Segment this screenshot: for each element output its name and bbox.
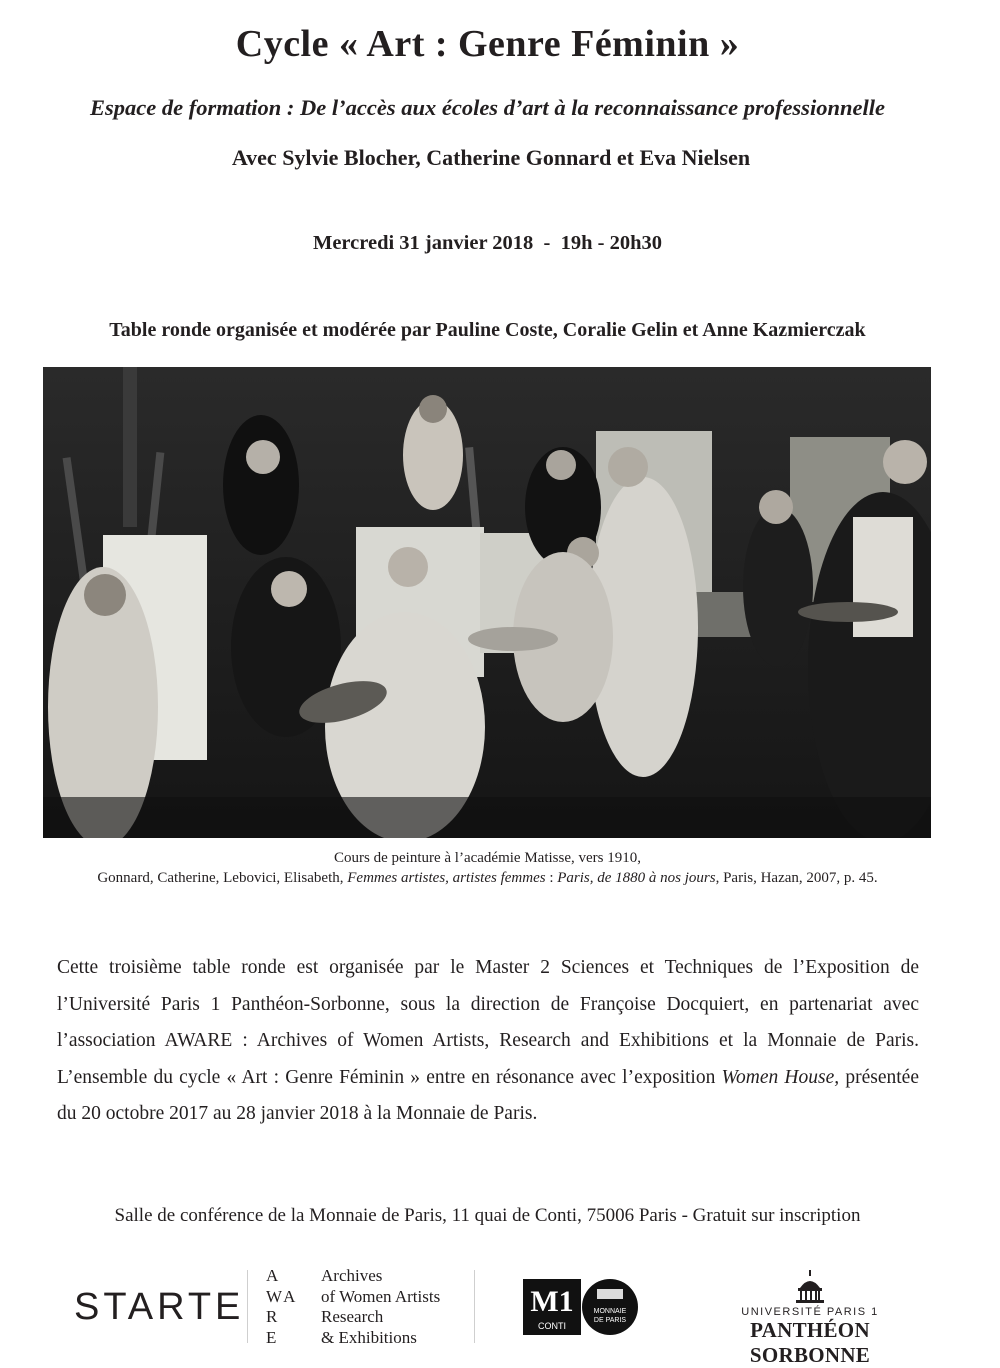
m1-mark-icon: M1 bbox=[530, 1285, 574, 1318]
event-date: Mercredi 31 janvier 2018 - 19h - 20h30 bbox=[312, 232, 663, 254]
aware-letter: A bbox=[266, 1266, 282, 1285]
historical-photo bbox=[43, 367, 931, 838]
pantheon-line-1: UNIVERSITÉ PARIS 1 bbox=[741, 1306, 879, 1318]
aware-line: & Exhibitions bbox=[321, 1327, 417, 1347]
caption-authors: Gonnard, Catherine, Lebovici, Elisabeth, bbox=[97, 870, 348, 886]
aware-logo-letters bbox=[266, 1266, 310, 1348]
caption-separator: : bbox=[545, 870, 558, 886]
aware-letter: E bbox=[266, 1327, 280, 1347]
aware-line: Archives bbox=[321, 1266, 383, 1285]
logo-divider bbox=[474, 1270, 475, 1343]
monnaie-line-1: MONNAIE bbox=[593, 1308, 627, 1315]
aware-line: Research bbox=[321, 1307, 384, 1326]
caption-book-title: Femmes artistes, artistes femmes bbox=[347, 870, 546, 886]
photo-caption bbox=[0, 848, 975, 888]
photo-illustration bbox=[43, 367, 931, 838]
pantheon-sorbonne-logo bbox=[690, 1270, 930, 1367]
monnaie-line-2: DE PARIS bbox=[593, 1317, 627, 1324]
partner-logos bbox=[0, 1262, 1000, 1367]
description-text-end: présentée du 20 octobre 2017 au 28 janvier 2018 à la Monnaie de Paris. bbox=[57, 1066, 919, 1124]
caption-line-1: Cours de peinture à l’académie Matisse, vers 1910, bbox=[334, 850, 641, 866]
aware-line: of Women Artists bbox=[321, 1286, 441, 1306]
moderators-line: Table ronde organisée et modérée par Pauline Coste, Coralie Gelin et Anne Kazmierczak bbox=[109, 319, 866, 341]
pantheon-line-2: PANTHÉON SORBONNE bbox=[749, 1318, 871, 1367]
description-paragraph bbox=[57, 950, 919, 1133]
caption-line-2 bbox=[0, 868, 975, 888]
description-text: Cette troisième table ronde est organisée par le Master 2 Sciences et Techniques de l’Exposition de l’Université Paris 1 Panthéon-Sorbonne, sous la direction de Françoise Docquiert, en partenariat avec l’association AWARE : Archives of Women Artists, Research and Exhibitions et la Monnaie de Paris. L’ensemble du cycle « Art : Genre Féminin » entre en résonance avec l’exposition bbox=[57, 957, 919, 1088]
monnaie-de-paris-logo bbox=[523, 1279, 639, 1335]
event-title: Cycle « Art : Genre Féminin » bbox=[235, 23, 740, 65]
conti-label: CONTI bbox=[538, 1321, 566, 1331]
speakers-line: Avec Sylvie Blocher, Catherine Gonnard et Eva Nielsen bbox=[231, 145, 751, 170]
pantheon-dome-icon bbox=[790, 1270, 830, 1304]
aware-logo-text bbox=[321, 1266, 440, 1348]
caption-publisher: , Paris, Hazan, 2007, p. 45. bbox=[715, 870, 878, 886]
aware-letter: WA bbox=[266, 1286, 299, 1306]
exhibition-name: Women House, bbox=[721, 1066, 840, 1088]
caption-book-subtitle: Paris, de 1880 à nos jours bbox=[557, 870, 716, 886]
aware-letter: R bbox=[266, 1307, 281, 1326]
event-subtitle: Espace de formation : De l’accès aux écoles d’art à la reconnaissance professionnelle bbox=[90, 95, 885, 120]
logo-divider bbox=[247, 1270, 248, 1343]
venue-info: Salle de conférence de la Monnaie de Paris, 11 quai de Conti, 75006 Paris - Gratuit sur inscription bbox=[114, 1205, 861, 1226]
starte-logo: STARTE bbox=[74, 1286, 245, 1328]
